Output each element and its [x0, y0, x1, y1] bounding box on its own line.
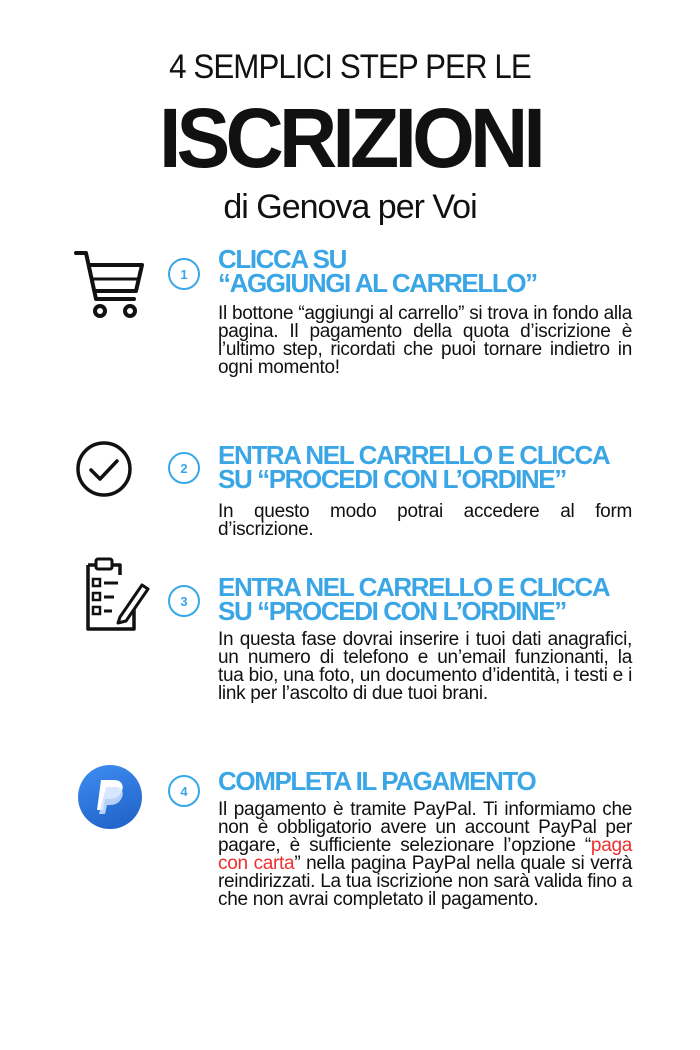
step-title-line: “AGGIUNGI AL CARRELLO” [218, 268, 537, 298]
step-number-badge: 2 [168, 452, 200, 484]
cart-icon [70, 245, 150, 325]
step-title [218, 572, 658, 626]
step-title [218, 440, 658, 494]
paypal-icon [78, 765, 158, 845]
page-title: ISCRIZIONI [158, 91, 542, 185]
step-description: Il bottone “aggiungi al carrello” si trova in fondo alla pagina. Il pagamento della quota d’iscrizione è l’ultimo step, ricordati che puoi tornare indietro in ogni momento! [218, 303, 632, 378]
step-description: In questo modo potrai accedere al form d’iscrizione. [218, 501, 632, 540]
step-number-badge: 4 [168, 775, 200, 807]
header-subtitle: di Genova per Voi [223, 188, 477, 226]
step-description-text: Il pagamento è tramite PayPal. Ti informiamo che non è obbligatorio avere un account PayPal per pagare, è sufficiente selezionare l’opzione “ [218, 799, 632, 856]
clipboard-form-icon [70, 555, 150, 635]
pay-with-card-highlight: paga con carta [218, 835, 632, 874]
header-kicker: 4 SEMPLICI STEP PER LE [169, 48, 531, 86]
step-description-text: ” nella pagina PayPal nella quale si verrà reindirizzati. La tua iscrizione non sarà valida fino a che non avrai completato il pagamento. [218, 853, 632, 910]
check-circle-icon [70, 437, 150, 517]
step-title [218, 766, 658, 796]
step-title-line: ENTRA NEL CARRELLO E CLICCA [218, 440, 610, 470]
step-number-badge: 1 [168, 258, 200, 290]
step-title-line: CLICCA SU [218, 244, 346, 274]
step-title [218, 244, 658, 298]
step-title-line: SU “PROCEDI CON L’ORDINE” [218, 464, 566, 494]
step-description [218, 801, 632, 909]
step-description: In questa fase dovrai inserire i tuoi dati anagrafici, un numero di telefono e un’email funzionanti, la tua bio, una foto, un documento d’identità, i testi e i link per l’ascolto di due tuoi brani. [218, 629, 632, 704]
step-title-line: COMPLETA IL PAGAMENTO [218, 766, 536, 796]
step-title-line: SU “PROCEDI CON L’ORDINE” [218, 596, 566, 626]
step-title-line: ENTRA NEL CARRELLO E CLICCA [218, 572, 610, 602]
step-number-badge: 3 [168, 585, 200, 617]
paypal-logo [78, 765, 142, 829]
